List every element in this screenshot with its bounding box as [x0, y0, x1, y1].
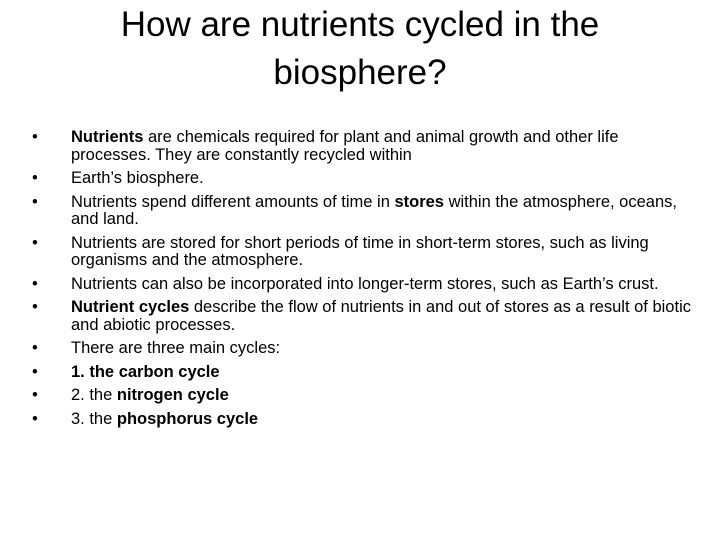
bullet-item [32, 299, 692, 334]
text-run: Earth’s biosphere. [71, 169, 204, 187]
bold-text: 1. the [71, 362, 119, 381]
bullet-marker: • [32, 169, 38, 187]
bold-text: Nutrient cycles [71, 298, 190, 316]
bullet-text [71, 386, 229, 404]
text-run: describe the flow of nutrients in and out of stores as a result of biotic and abiotic processes. [71, 298, 691, 334]
bold-text: stores [394, 192, 444, 211]
bullet-item [32, 340, 692, 358]
bullet-marker: • [32, 192, 38, 211]
bullet-text [71, 193, 677, 229]
bold-text: Nutrients [71, 128, 144, 146]
bullet-marker: • [32, 362, 38, 381]
bullet-text [71, 234, 649, 270]
text-run: 3. the [71, 409, 117, 428]
bullet-marker: • [32, 233, 38, 252]
bullet-item [32, 276, 692, 294]
bullet-item [32, 129, 692, 164]
bullet-text [71, 275, 659, 293]
bold-text: nitrogen cycle [116, 386, 229, 404]
bullet-list [32, 129, 692, 434]
bullet-item [32, 194, 692, 229]
text-run: Nutrients are stored for short periods of time in short-term stores, such as living organisms and the atmosphere. [71, 233, 649, 269]
text-run: There are three main cycles: [71, 339, 281, 357]
bullet-item [32, 387, 692, 405]
text-run: 2. the [71, 386, 117, 404]
bullet-marker: • [32, 274, 38, 293]
bullet-text [71, 363, 220, 381]
bullet-marker: • [32, 298, 38, 316]
text-run: are chemicals required for plant and animal growth and other life processes. They are constantly recycled within [71, 128, 619, 164]
text-run: Nutrients can also be incorporated into longer-term stores, such as Earth’s crust. [71, 274, 659, 293]
bullet-marker: • [32, 386, 38, 404]
bold-text: carbon cycle [118, 362, 220, 381]
bold-text: phosphorus cycle [116, 409, 259, 428]
slide-title: How are nutrients cycled in the biosphere? [120, 5, 600, 92]
bullet-text [71, 339, 280, 357]
bullet-item [32, 170, 692, 188]
text-run: within the atmosphere, oceans, and land. [71, 192, 677, 228]
bullet-marker: • [32, 128, 38, 146]
bullet-text [71, 410, 258, 428]
bullet-item [32, 411, 692, 429]
bullet-marker: • [32, 339, 38, 357]
bullet-item [32, 235, 692, 270]
bullet-marker: • [32, 409, 38, 428]
bullet-text [71, 169, 204, 187]
text-run: Nutrients spend different amounts of time in [71, 192, 395, 211]
bullet-text [71, 128, 619, 164]
bullet-text [71, 298, 691, 334]
bullet-item [32, 364, 692, 382]
